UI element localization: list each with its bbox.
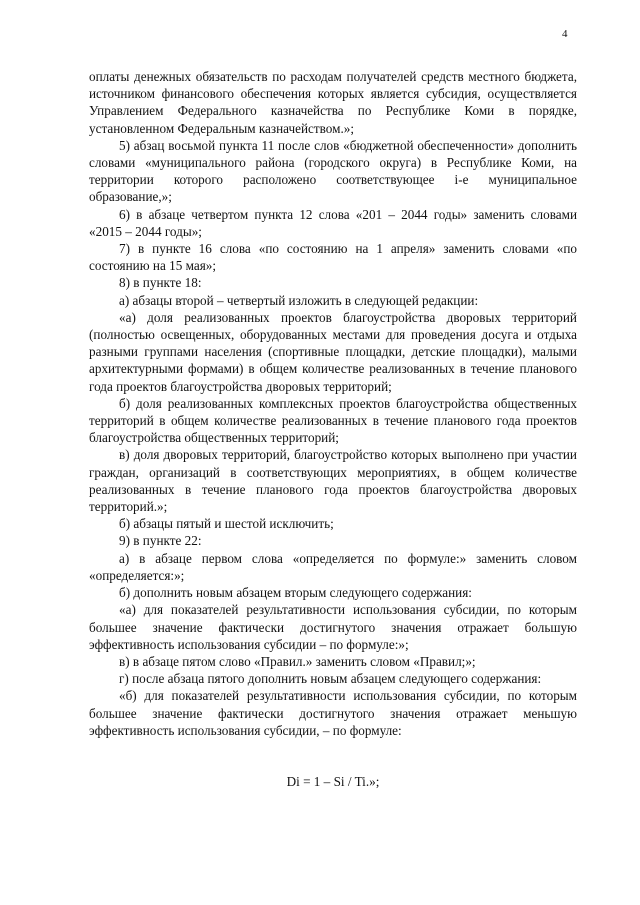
- formula: Di = 1 – Si / Ti.»;: [286, 773, 380, 789]
- paragraph-item-5: 5) абзац восьмой пункта 11 после слов «бюджетной обеспеченности» дополнить словами «муниципального района (городского округа) в Республике Коми, на территории которого расположено соответствующее i-е муниципальное образование,»;: [89, 137, 577, 205]
- paragraph-item-9v: в) в абзаце пятом слово «Правил.» заменить словом «Правил;»;: [119, 653, 476, 669]
- document-body: [89, 68, 577, 790]
- paragraph-item-9: 9) в пункте 22:: [119, 533, 202, 549]
- paragraph-item-8b: б) абзацы пятый и шестой исключить;: [119, 516, 334, 532]
- paragraph-quote-9b: «б) для показателей результативности использования субсидии, по которым большее значение фактически достигнутого значения отражает меньшую эффективность использования субсидии, – по формуле:: [89, 688, 577, 738]
- paragraph-quote-9a: «а) для показателей результативности использования субсидии, по которым большее значение фактически достигнутого значения отражает большую эффективность использования субсидии – по формуле:»;: [89, 602, 577, 652]
- paragraph-item-9g: г) после абзаца пятого дополнить новым абзацем следующего содержания:: [119, 671, 542, 687]
- paragraph-continuation: оплаты денежных обязательств по расходам получателей средств местного бюджета, источником финансового обеспечения которых является субсидия, осуществляется Управлением Федерального казначейства по Республике Коми в порядке, установленном Федеральным казначейством.»;: [89, 69, 577, 136]
- paragraph-quote-a: «а) доля реализованных проектов благоустройства дворовых территорий (полностью освещенных, оборудованных местами для проведения досуга и отдыха разными группами населения (спортивные площадки, детские площадки), малыми архитектурными формами) в общем количестве реализованных в течение планового года проектов благоустройства дворовых территорий;: [89, 309, 577, 394]
- paragraph-item-6: 6) в абзаце четвертом пункта 12 слова «201 – 2044 годы» заменить словами «2015 – 2044 годы»;: [89, 206, 577, 239]
- paragraph-item-8: 8) в пункте 18:: [119, 275, 202, 291]
- paragraph-item-8a: а) абзацы второй – четвертый изложить в следующей редакции:: [119, 292, 479, 308]
- page-number: 4: [562, 28, 568, 40]
- paragraph-item-9b: б) дополнить новым абзацем вторым следующего содержания:: [119, 585, 472, 601]
- paragraph-quote-b: б) доля реализованных комплексных проектов благоустройства общественных территорий в общем количестве реализованных в течение планового года проектов благоустройства общественных территорий;: [89, 395, 577, 446]
- paragraph-quote-v: в) доля дворовых территорий, благоустройство которых выполнено при участии граждан, организаций в соответствующих мероприятиях, в общем количестве реализованных в течение планового года проектов благоустройства дворовых территорий.»;: [89, 447, 577, 515]
- paragraph-item-9a: а) в абзаце первом слова «определяется по формуле:» заменить словом «определяется:»;: [89, 550, 577, 583]
- paragraph-item-7: 7) в пункте 16 слова «по состоянию на 1 апреля» заменить словами «по состоянию на 15 мая»;: [89, 241, 577, 274]
